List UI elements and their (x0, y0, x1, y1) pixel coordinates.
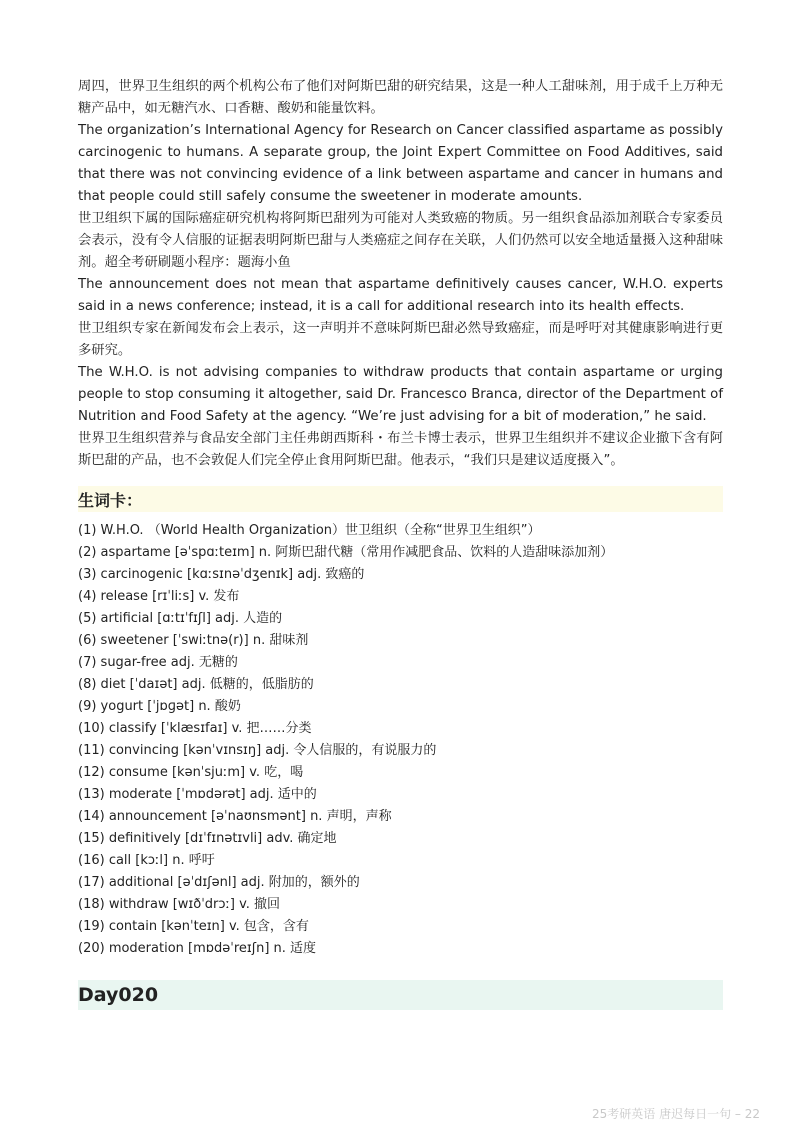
vocab-item: (19) contain [kənˈteɪn] v. 包含，含有 (78, 919, 309, 934)
paragraph-zh-3: 世卫组织专家在新闻发布会上表示，这一声明并不意味阿斯巴甜必然导致癌症，而是呼吁对其健康影响进行更多研究。 (78, 321, 723, 358)
day-title: Day020 (78, 980, 723, 1010)
vocab-item: (3) carcinogenic [kɑːsɪnəˈdʒenɪk] adj. 致癌的 (78, 567, 365, 582)
paragraph-en-2: The announcement does not mean that aspartame definitively causes cancer, W.H.O. experts said in a news conference; instead, it is a call for additional research into its health effects. (78, 277, 723, 314)
vocab-item: (5) artificial [ɑːtɪˈfɪʃl] adj. 人造的 (78, 611, 283, 626)
vocab-item: (6) sweetener [ˈswiːtnə(r)] n. 甜味剂 (78, 633, 309, 648)
document-page (78, 76, 723, 1010)
vocab-item: (2) aspartame [əˈspɑːteɪm] n. 阿斯巴甜代糖（常用作减肥食品、饮料的人造甜味添加剂） (78, 545, 614, 560)
vocab-item: (11) convincing [kənˈvɪnsɪŋ] adj. 令人信服的，有说服力的 (78, 743, 437, 758)
vocab-item: (17) additional [əˈdɪʃənl] adj. 附加的，额外的 (78, 875, 360, 890)
vocab-item: (12) consume [kənˈsjuːm] v. 吃，喝 (78, 765, 304, 780)
paragraph-en-1: The organization’s International Agency for Research on Cancer classified aspartame as possibly carcinogenic to humans. A separate group, the Joint Expert Committee on Food Additives, said that there was not convincing evidence of a link between aspartame and cancer in humans and that people could still safely consume the sweetener in moderate amounts. (78, 123, 723, 204)
vocab-item: (20) moderation [mɒdəˈreɪʃn] n. 适度 (78, 941, 317, 956)
vocab-item: (16) call [kɔːl] n. 呼吁 (78, 853, 215, 868)
vocab-item: (7) sugar-free adj. 无糖的 (78, 655, 238, 670)
paragraph-zh-2: 世卫组织下属的国际癌症研究机构将阿斯巴甜列为可能对人类致癌的物质。另一组织食品添加剂联合专家委员会表示，没有令人信服的证据表明阿斯巴甜与人类癌症之间存在关联，人们仍然可以安全地适量摄入这种甜味剂。超全考研刷题小程序：题海小鱼 (78, 211, 723, 270)
vocab-item: (14) announcement [əˈnaʊnsmənt] n. 声明，声称 (78, 809, 392, 824)
vocab-list (78, 520, 723, 960)
vocab-item: (4) release [rɪˈliːs] v. 发布 (78, 589, 240, 604)
vocab-item: (10) classify [ˈklæsɪfaɪ] v. 把……分类 (78, 721, 312, 736)
paragraph-zh-1: 周四，世界卫生组织的两个机构公布了他们对阿斯巴甜的研究结果，这是一种人工甜味剂，用于成千上万种无糖产品中，如无糖汽水、口香糖、酸奶和能量饮料。 (78, 79, 723, 116)
vocab-section-title: 生词卡： (78, 486, 723, 512)
paragraph-zh-4: 世界卫生组织营养与食品安全部门主任弗朗西斯科・布兰卡博士表示，世界卫生组织并不建议企业撤下含有阿斯巴甜的产品，也不会敦促人们完全停止食用阿斯巴甜。他表示，“我们只是建议适度摄入”。 (78, 431, 723, 468)
vocab-item: (1) W.H.O. （World Health Organization）世卫组织（全称“世界卫生组织”） (78, 523, 541, 538)
vocab-item: (18) withdraw [wɪðˈdrɔː] v. 撤回 (78, 897, 281, 912)
vocab-item: (15) definitively [dɪˈfɪnətɪvli] adv. 确定地 (78, 831, 337, 846)
page-footer: 25考研英语 唐迟每日一句 – 22 (592, 1107, 760, 1121)
paragraph-en-3: The W.H.O. is not advising companies to withdraw products that contain aspartame or urging people to stop consuming it altogether, said Dr. Francesco Branca, director of the Department of Nutrition and Food Safety at the agency. “We’re just advising for a bit of moderation,” he said. (78, 365, 723, 424)
vocab-item: (8) diet [ˈdaɪət] adj. 低糖的，低脂肪的 (78, 677, 314, 692)
vocab-item: (9) yogurt [ˈjɒɡət] n. 酸奶 (78, 699, 241, 714)
vocab-item: (13) moderate [ˈmɒdərət] adj. 适中的 (78, 787, 317, 802)
